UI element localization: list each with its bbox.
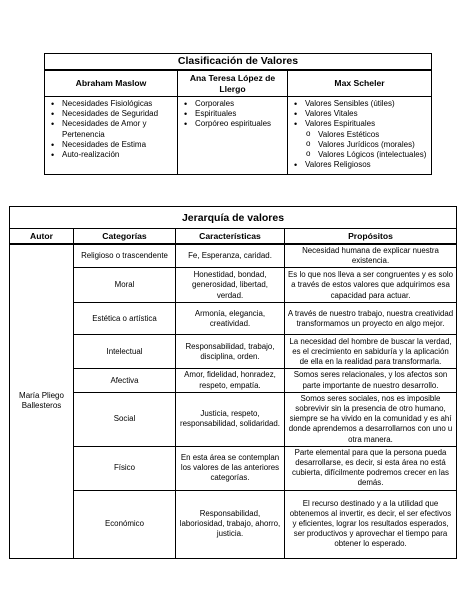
proposito-cell: Necesidad humana de explicar nuestra existencia. [285, 244, 457, 268]
list-item: • Necesidades de Estima [49, 140, 175, 150]
categoria-cell: Intelectual [74, 335, 176, 369]
sub-list-item: o Valores Estéticos [292, 130, 429, 140]
table-row [10, 446, 457, 490]
maslow-list [49, 99, 175, 160]
autor-cell: María Pliego Ballesteros [10, 244, 74, 558]
clasificacion-title: Clasificación de Valores [45, 54, 432, 71]
proposito-cell: Es lo que nos lleva a ser congruentes y es solo a través de estos valores que adquirimos esa capacidad para actuar. [285, 268, 457, 303]
categoria-cell: Moral [74, 268, 176, 303]
table-row [10, 335, 457, 369]
list-item: • Valores Vitales [292, 109, 429, 119]
list-item: • Necesidades de Seguridad [49, 109, 175, 119]
table-row [10, 392, 457, 446]
list-item: • Espirituales [182, 109, 285, 119]
maslow-list-cell [45, 97, 178, 175]
list-item: • Auto-realización [49, 150, 175, 160]
list-item: • Valores Religiosos [292, 160, 429, 170]
caracteristicas-cell: Responsabilidad, trabajo, disciplina, orden. [176, 335, 285, 369]
header-autor: Autor [10, 229, 74, 245]
list-item: • Valores Espirituales [292, 119, 429, 129]
header-categorias: Categorías [74, 229, 176, 245]
proposito-cell: Somos seres relacionales, y los afectos son parte importante de nuestro desarrollo. [285, 369, 457, 392]
scheler-list [292, 99, 429, 170]
caracteristicas-cell: Amor, fidelidad, honradez, respeto, empatía. [176, 369, 285, 392]
sub-list-item: o Valores Jurídicos (morales) [292, 140, 429, 150]
proposito-cell: La necesidad del hombre de buscar la verdad, es el crecimiento en sabiduría y la aplicación de ella en la realidad para transformarla. [285, 335, 457, 369]
lopez-llergo-list [182, 99, 285, 130]
categoria-cell: Físico [74, 446, 176, 490]
table-row [10, 268, 457, 303]
table-row [10, 369, 457, 392]
list-item: • Corpóreo espirituales [182, 119, 285, 129]
scheler-list-cell [288, 97, 432, 175]
table-row [10, 303, 457, 335]
proposito-cell: El recurso destinado y a la utilidad que obtenemos al invertir, es decir, el ser efectivos y eficientes, lograr los resultados esperados, ser productivos y aprovechar el tiempo para obtener lo esperado. [285, 490, 457, 558]
header-lopez-llergo: Ana Teresa López de Llergo [178, 70, 288, 97]
header-scheler: Max Scheler [288, 70, 432, 97]
header-caracteristicas: Características [176, 229, 285, 245]
proposito-cell: Somos seres sociales, nos es imposible sobrevivir sin la presencia de otro humano, siempre se ha vivido en la comunidad y es ahí donde aprendemos a desarrollarnos con uno u otra manera. [285, 392, 457, 446]
header-propositos: Propósitos [285, 229, 457, 245]
list-item: • Valores Sensibles (útiles) [292, 99, 429, 109]
table-row [10, 244, 457, 268]
clasificacion-table [44, 53, 432, 175]
caracteristicas-cell: Honestidad, bondad, generosidad, libertad, verdad. [176, 268, 285, 303]
categoria-cell: Religioso o trascendente [74, 244, 176, 268]
categoria-cell: Social [74, 392, 176, 446]
lopez-llergo-list-cell [178, 97, 288, 175]
list-item: • Corporales [182, 99, 285, 109]
sub-list-item: o Valores Lógicos (intelectuales) [292, 150, 429, 160]
proposito-cell: Parte elemental para que la persona pueda desarrollarse, es decir, si esta área no está cubierta, difícilmente podremos crecer en las demás. [285, 446, 457, 490]
jerarquia-title: Jerarquía de valores [10, 207, 457, 229]
categoria-cell: Afectiva [74, 369, 176, 392]
caracteristicas-cell: Fe, Esperanza, caridad. [176, 244, 285, 268]
caracteristicas-cell: En esta área se contemplan los valores de las anteriores categorías. [176, 446, 285, 490]
caracteristicas-cell: Responsabilidad, laboriosidad, trabajo, ahorro, justicia. [176, 490, 285, 558]
categoria-cell: Estética o artística [74, 303, 176, 335]
list-item: • Necesidades Fisiológicas [49, 99, 175, 109]
jerarquia-table [9, 206, 457, 559]
table-row [10, 490, 457, 558]
caracteristicas-cell: Armonía, elegancia, creatividad. [176, 303, 285, 335]
list-item: • Necesidades de Amor y Pertenencia [49, 119, 175, 139]
proposito-cell: A través de nuestro trabajo, nuestra creatividad transformamos un proyecto en algo mejor. [285, 303, 457, 335]
header-maslow: Abraham Maslow [45, 70, 178, 97]
caracteristicas-cell: Justicia, respeto, responsabilidad, solidaridad. [176, 392, 285, 446]
categoria-cell: Económico [74, 490, 176, 558]
